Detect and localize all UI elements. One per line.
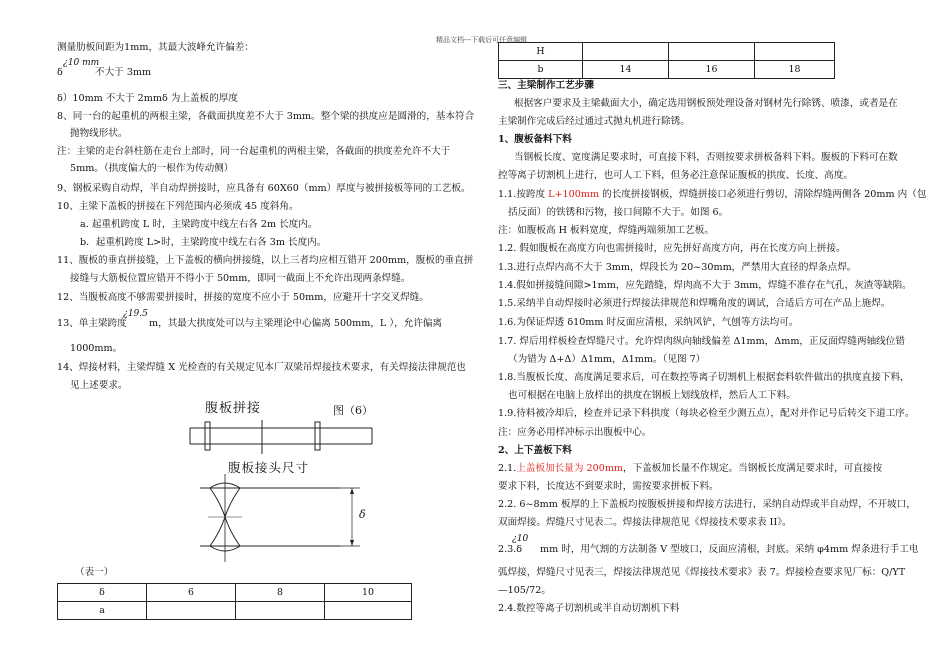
right-para-1a: 根据客户要求及主梁截面大小，确定选用钢板预处理设备对钢材先行除锈、喷漆，或者是在 — [514, 98, 898, 109]
table-cell: 18 — [755, 61, 835, 79]
left-line-10: 12、当腹板高度不够需要拼接时，拼接的宽度不应小于 50mm，应避开十字交叉焊缝。 — [57, 292, 429, 303]
right-para-13: 注：应务必用样冲标示出腹板中心。 — [498, 427, 652, 438]
table-row — [58, 602, 412, 620]
right-para-q4: 2.4.数控等离子切割机或半自动切割机下料 — [498, 603, 680, 614]
section-3-title: 三、主梁制作工艺步骤 — [498, 80, 594, 91]
left-line-6: 10、主梁下盖板的拼接在下列范围内必须成 45 度斜角。 — [57, 201, 299, 212]
right-para-3-prefix: 1.1.按跨度 — [498, 189, 549, 200]
right-para-q1-highlight: 上盖板加长量为 200mm — [516, 463, 624, 474]
table-1 — [57, 583, 412, 620]
right-para-11: 1.8.当腹板长度、高度满足要求后，可在数控等离子切割机上根据套料软件做出的拱度直接下料， — [498, 372, 910, 383]
table-cell: a — [58, 602, 147, 620]
formula-1-delta: δ — [57, 67, 63, 78]
web-splice-drawing — [180, 418, 380, 456]
formula-1-text: 不大于 3mm — [95, 67, 152, 78]
left-line-12a: 14、焊接材料，主梁焊缝 X 光检查的有关规定见本厂双梁吊焊接技术要求，有关焊接法律规范也 — [57, 362, 466, 373]
table-cell: 16 — [669, 61, 755, 79]
left-line-9a: 11、腹板的垂直拼接缝，上下盖板的横向拼接缝，以上三者均应相互错开 200mm，腹板的垂直拼 — [57, 255, 474, 266]
section-1-title: 1、腹板备料下料 — [498, 134, 572, 145]
right-para-q1-text: ，下盖板加长量不作规定。当钢板长度满足要求时，可直接按 — [623, 463, 883, 474]
right-para-q1 — [498, 463, 882, 475]
right-para-6: 1.3.进行点焊内高不大于 3mm，焊段长为 20~30mm，严禁用大直径的焊条点焊。 — [498, 262, 857, 273]
left-line-1: 测量肋板间距为1mm，其最大波峰允许偏差： — [57, 42, 254, 53]
table-cell — [325, 602, 412, 620]
right-para-9: 1.6.为保证焊透 δ10mm 时反面应清根，采纳风铲，气刨等方法均可。 — [498, 317, 799, 328]
right-para-q3-superscript: ¿10 — [512, 534, 529, 544]
table-cell: 8 — [236, 584, 325, 602]
right-para-q3-prefix: 2.3.δ — [498, 544, 523, 555]
left-line-11b: 1000mm。 — [70, 343, 123, 354]
left-line-4b: 5mm。（拱度偏大的一根作为传动侧） — [70, 163, 234, 174]
table-row — [499, 61, 835, 79]
left-line-2: δ）10mm 不大于 2mmδ 为上盖板的厚度 — [57, 93, 238, 104]
table-cell: 10 — [325, 584, 412, 602]
table-cell: 14 — [583, 61, 669, 79]
table-cell: δ — [58, 584, 147, 602]
left-line-12b: 见上述要求。 — [70, 380, 128, 391]
right-para-3-highlight: L+100mm — [548, 189, 600, 200]
left-line-11-prefix: 13、单主梁跨度 — [57, 318, 127, 329]
right-para-12: 1.9.待料被冷却后，检查并记录下料拱度（每块必检至少测五点），配对并作记号后转交下道工序。 — [498, 408, 915, 419]
right-para-10: 1.7. 焊后用样板检查焊缝尺寸。允许焊肉纵向轴线偏差 Δ1mm，Δmm，正反面焊缝两轴线位错 — [498, 336, 905, 347]
table-cell — [755, 43, 835, 61]
table-1-continued — [498, 42, 835, 79]
right-para-8: 1.5.采纳半自动焊接时必须进行焊接法律规范和焊嘴角度的调试，合适后方可在产品上施焊。 — [498, 298, 891, 309]
formula-1-superscript: ¿10 mm — [63, 58, 100, 68]
left-line-4a: 注：主梁的走台斜柱筋在走台上部时，同一台起重机的两根主梁，各截面的拱度差允许不大于 — [57, 146, 451, 157]
table-cell — [147, 602, 236, 620]
table-cell — [236, 602, 325, 620]
table-1-caption: （表一） — [75, 567, 114, 578]
table-cell — [669, 43, 755, 61]
right-para-3 — [498, 189, 926, 201]
right-para-7: 1.4.假如拼接缝间隙>1mm，应先踏缝，焊肉高不大于 3mm，焊缝不准存在气孔，灰渣等缺陷。 — [498, 280, 912, 291]
left-line-5: 9、钢板采购自动焊，半自动焊拼接时，应具备有 60X60（mm）厚度与被拼接板等同的工艺板。 — [57, 183, 471, 194]
table-cell: b — [499, 61, 583, 79]
table-cell: H — [499, 43, 583, 61]
left-line-3b: 抛物线形状。 — [70, 128, 128, 139]
right-para-q3-text: mm 时，用气割的方法制备 V 型坡口，反面应清根，封底。采纳 φ4mm 焊条进行手工电 — [540, 544, 919, 555]
left-line-11-text: m，其最大拱度处可以与主梁理论中心偏离 500mm，L ），允许偏离 — [149, 318, 443, 329]
left-line-11-superscript: ¿19.5 — [123, 309, 148, 319]
drawing-subtitle: 腹板接头尺寸 — [228, 460, 310, 475]
table-row — [58, 584, 412, 602]
left-line-3a: 8、同一台的起重机的两根主梁，各截面拱度差不大于 3mm。整个梁的拱度应是圆滑的，基本符合 — [57, 111, 475, 122]
right-para-1b: 主梁制作完成后经过通过式抛丸机进行除锈。 — [498, 116, 690, 127]
right-para-2b: 控等离子切割机上进行，也可人工下料，但务必注意保证腹板的拱度、长度、高度。 — [498, 170, 853, 181]
page-header: 精品文档---下载后可任意编辑 — [436, 36, 528, 44]
right-para-10b: （为错为 Δ+Δ）Δ1mm，Δ1mm。（见图 7） — [508, 354, 706, 365]
left-line-7: a. 起重机跨度 L 时，主梁跨度中线左右各 2m 长度内。 — [80, 219, 318, 230]
right-para-4: 注：如腹板高 H 板料宽度，焊缝两端须加工艺板。 — [498, 225, 714, 236]
drawing-figure-label: 图（6） — [333, 404, 373, 417]
table-cell: 6 — [147, 584, 236, 602]
right-para-q3b: 弧焊接，焊缝尺寸见表三，焊接法律规范见《焊接技术要求》表 7。焊接检查要求见厂标：Q/YT — [498, 567, 906, 578]
right-para-q3c: —105/72。 — [498, 585, 551, 596]
right-para-3b: 括反面）的铁锈和污物，接口间隙不大于。如图 6。 — [508, 207, 729, 218]
right-para-3-text: 的长度拼接钢板，焊缝拼接口必须进行剪切，清除焊缝两侧各 20mm 内（包 — [599, 189, 927, 200]
left-line-9b: 接缝与大筋板位置应错开不得小于 50mm，即同一截面上不允许出现两条焊缝。 — [70, 273, 411, 284]
table-row — [499, 43, 835, 61]
right-para-q1b: 要求下料，长度达不到要求时，需按要求拼板下料。 — [498, 481, 719, 492]
section-2-title: 2、上下盖板下料 — [498, 445, 572, 456]
web-joint-section-drawing — [180, 470, 380, 566]
drawing-title: 腹板拼接 — [205, 401, 262, 416]
right-para-5: 1.2. 假如腹板在高度方向也需拼接时，应先拼好高度方向，再在长度方向上拼接。 — [498, 243, 846, 254]
right-para-11b: 也可根据在电脑上放样出的拱度在钢板上划线放样，然后人工下料。 — [508, 390, 796, 401]
left-line-8: b．起重机跨度 L>时，主梁跨度中线左右各 3m 长度内。 — [80, 237, 327, 248]
right-para-q2b: 双面焊接。焊缝尺寸见表二。焊接法律规范见《焊接技术要求表 II》。 — [498, 517, 792, 528]
right-para-q2: 2.2. 6~8mm 板厚的上下盖板均按腹板拼接和焊接方法进行，采纳自动焊或半自动焊，不开坡口， — [498, 499, 916, 510]
drawing-dimension-label: δ — [359, 508, 366, 521]
table-cell — [583, 43, 669, 61]
right-para-q1-prefix: 2.1. — [498, 463, 517, 474]
right-para-2a: 当钢板长度、宽度满足要求时，可直接下料，否则按要求拼板备料下料。腹板的下料可在数 — [514, 152, 898, 163]
